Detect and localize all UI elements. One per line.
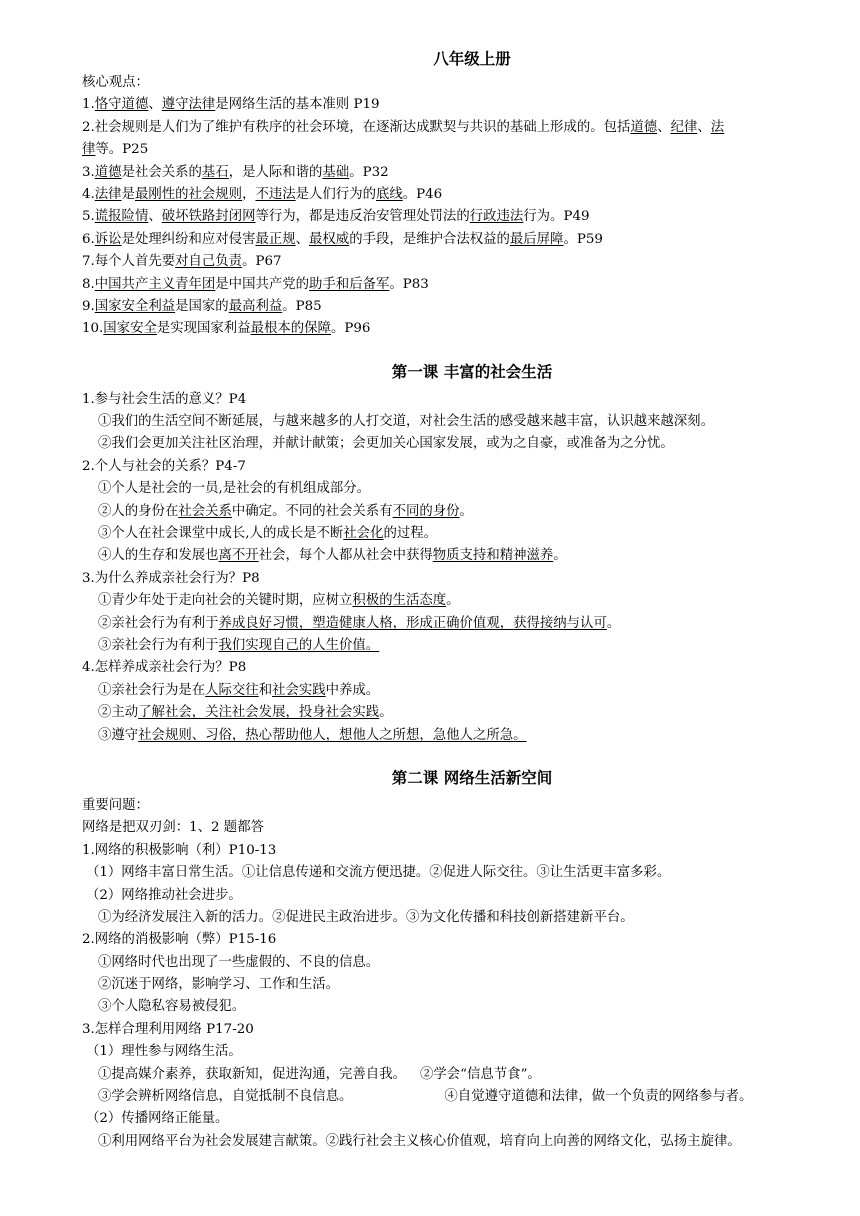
- text-segment: 1.参与社会生活的意义？P4: [82, 391, 247, 407]
- text-segment: 。P67: [242, 254, 282, 270]
- core-point-line: [82, 296, 832, 318]
- text-segment: 网络是把双刃剑：1、2 题都答: [82, 820, 264, 836]
- text-segment: ①网络时代也出现了一些虚假的、不良的信息。: [98, 954, 380, 970]
- lesson2-line: [82, 974, 832, 996]
- key-term: 最后屏障: [509, 231, 564, 247]
- lesson1-line: [82, 725, 832, 747]
- text-segment: 。P32: [349, 164, 389, 180]
- text-segment: ②亲社会行为有利于: [98, 615, 219, 631]
- lesson2-line: [82, 795, 832, 817]
- core-points-list: [82, 94, 832, 340]
- text-segment: 10.: [82, 321, 104, 337]
- lesson2-line: [82, 862, 832, 884]
- text-segment: ④人的生存和发展也: [98, 548, 219, 564]
- text-segment: ①亲社会行为是在: [98, 682, 206, 698]
- core-point-line: [82, 206, 832, 228]
- text-segment: 7.每个人首先要: [82, 254, 176, 270]
- text-segment: 是网络生活的基本准则 P19: [215, 97, 380, 113]
- lesson1-line: [82, 501, 832, 523]
- key-term: 国家安全: [103, 321, 157, 337]
- lesson2-line: [82, 1064, 832, 1086]
- lesson1-title: 第一课 丰富的社会生活: [391, 361, 553, 381]
- lesson2-line: [82, 952, 832, 974]
- text-segment: ②学会“信息节食”。: [419, 1066, 541, 1082]
- key-term: 中国共产主义青年团: [94, 276, 216, 292]
- core-point-line: [82, 274, 832, 296]
- text-segment: 等行为，都是违反治安管理处罚法的: [255, 209, 470, 225]
- text-segment: 的手段，是维护合法权益的: [349, 231, 510, 247]
- key-term: 最权威: [309, 231, 350, 247]
- text-segment: ①青少年处于走向社会的关键时期，应树立: [98, 593, 353, 609]
- text-segment: 是国家的: [175, 298, 229, 314]
- text-segment: 中养成。: [325, 682, 380, 698]
- grade-title: 八年级上册: [433, 49, 511, 68]
- text-segment: 是处理纠纷和应对侵害: [121, 231, 256, 247]
- text-segment: 、: [295, 231, 310, 247]
- key-term: 法: [710, 119, 725, 135]
- text-segment: ③遵守: [98, 727, 139, 743]
- text-segment: ③个人在社会课堂中成长,人的成长是不断: [98, 526, 344, 542]
- key-term: 基石: [201, 164, 229, 180]
- text-segment: 。P46: [402, 186, 443, 202]
- text-segment: 。: [606, 615, 621, 631]
- core-point-line: [82, 162, 832, 184]
- lesson1-line: [82, 613, 832, 635]
- text-segment: 。P83: [389, 276, 429, 292]
- key-term: 人际交往: [205, 682, 259, 698]
- lesson1-line: [82, 389, 832, 411]
- core-point-line: [82, 94, 832, 116]
- key-term: 最高利益: [228, 298, 283, 314]
- text-segment: ，是人际和谐的: [228, 164, 323, 180]
- text-segment: 。: [379, 705, 393, 721]
- lesson2-line: [82, 1019, 832, 1041]
- text-segment: 8.: [82, 276, 95, 292]
- core-point-line: [82, 139, 832, 161]
- key-term: 底线: [375, 186, 403, 202]
- text-segment: 是社会关系的: [121, 164, 202, 180]
- core-point-line: [82, 229, 832, 251]
- key-term: 谎报险情: [94, 209, 149, 225]
- text-segment: 6.: [82, 231, 95, 247]
- text-segment: ①提高媒介素养，获取新知，促进沟通，完善自我。: [98, 1066, 406, 1082]
- text-segment: ③亲社会行为有利于: [98, 637, 219, 653]
- lesson1-line: [82, 635, 832, 657]
- key-term: 社会规则、习俗，热心帮助他人，想他人之所想，急他人之所急。: [138, 727, 527, 743]
- key-term: 离不开: [218, 548, 259, 564]
- text-segment: ，: [242, 186, 256, 202]
- text-segment: ①为经济发展注入新的活力。②促进民主政治进步。③为文化传播和科技创新搭建新平台。: [98, 909, 634, 925]
- core-point-line: [82, 251, 832, 273]
- key-term: 最根本的保障: [250, 321, 331, 337]
- text-segment: 3.为什么养成亲社会行为？P8: [82, 570, 260, 586]
- key-term: 法律: [94, 186, 122, 202]
- lesson2-line: [82, 1041, 832, 1063]
- key-term: 道德: [630, 119, 658, 135]
- lesson1-line: [82, 478, 832, 500]
- text-segment: 社会，每个人都从社会中获得: [258, 548, 433, 564]
- key-term: 最正规: [255, 231, 296, 247]
- lesson2-line: [82, 907, 832, 929]
- text-segment: 。: [446, 593, 460, 609]
- text-segment: （1）网络丰富日常生活。①让信息传递和交流方便迅捷。②促进人际交往。③让生活更丰富多彩。: [86, 865, 671, 881]
- text-segment: ③学会辨析网络信息，自觉抵制不良信息。: [98, 1089, 353, 1105]
- key-term: 国家安全利益: [94, 298, 176, 314]
- key-term: 道德: [94, 164, 122, 180]
- key-term: 破坏铁路封闭网: [161, 209, 256, 225]
- text-segment: ②我们会更加关注社区治理，并献计献策；会更加关心国家发展，或为之自豪，或准备为之分忧。: [98, 436, 674, 452]
- key-term: 社会实践: [272, 682, 326, 698]
- lesson2-line: [82, 885, 832, 907]
- text-segment: 行为。P49: [523, 209, 590, 225]
- key-term: 最刚性的社会规则: [134, 186, 243, 202]
- key-term: 对自己负责: [175, 254, 243, 270]
- text-segment: 。: [459, 503, 473, 519]
- key-term: 诉讼: [94, 231, 122, 247]
- lesson1-line: [82, 545, 832, 567]
- text-segment: 1.: [82, 97, 95, 113]
- key-term: 社会关系: [178, 503, 232, 519]
- text-segment: 和: [258, 682, 273, 698]
- lesson2-content: [82, 795, 832, 1153]
- lesson1-line: [82, 680, 832, 702]
- text-segment: （2）传播网络正能量。: [86, 1111, 229, 1127]
- key-term: 我们实现自己的人生价值。: [218, 637, 380, 653]
- text-segment: 9.: [82, 298, 95, 314]
- lesson2-line: [82, 1131, 832, 1153]
- text-segment: 是人们行为的: [295, 186, 376, 202]
- text-segment: ①个人是社会的一员,是社会的有机组成部分。: [98, 481, 371, 497]
- key-term: 行政违法: [469, 209, 524, 225]
- text-segment: 、: [148, 97, 162, 113]
- lesson1-content: [82, 389, 832, 747]
- key-term: 不同的身份: [392, 503, 460, 519]
- text-segment: ②沉迷于网络，影响学习、工作和生活。: [98, 977, 340, 993]
- key-term: 养成良好习惯，塑造健康人格，形成正确价值观，获得接纳与认可: [218, 615, 607, 631]
- text-segment: 4.怎样养成亲社会行为？P8: [82, 660, 247, 676]
- text-segment: 、: [697, 119, 711, 135]
- lesson1-line: [82, 411, 832, 433]
- key-term: 社会化: [343, 526, 384, 542]
- lesson1-line: [82, 433, 832, 455]
- text-segment: 2.网络的消极影响（弊）P15-16: [82, 932, 277, 948]
- text-segment: 3.怎样合理利用网络 P17-20: [82, 1021, 254, 1037]
- lesson1-line: [82, 590, 832, 612]
- text-segment: 。: [553, 548, 567, 564]
- text-segment: 。P85: [282, 298, 322, 314]
- text-segment: 的过程。: [383, 526, 438, 542]
- lesson2-line: [82, 929, 832, 951]
- text-segment: 。P59: [563, 231, 603, 247]
- key-term: 积极的生活态度: [352, 593, 447, 609]
- lesson1-line: [82, 456, 832, 478]
- lesson2-line: [82, 1108, 832, 1130]
- document-page: [82, 48, 832, 1153]
- core-heading: 核心观点：: [82, 75, 149, 90]
- key-term: 不违法: [255, 186, 296, 202]
- text-segment: 4.: [82, 186, 95, 202]
- key-term: 遵守法律: [161, 97, 216, 113]
- lesson1-line: [82, 702, 832, 724]
- text-segment: ③个人隐私容易被侵犯。: [98, 999, 246, 1015]
- text-segment: 中确定。不同的社会关系有: [231, 503, 393, 519]
- text-segment: 、: [657, 119, 671, 135]
- text-segment: 重要问题：: [82, 797, 149, 813]
- text-segment: 1.网络的积极影响（利）P10-13: [82, 842, 277, 858]
- lesson2-title: 第二课 网络生活新空间: [391, 767, 553, 787]
- text-segment: 。P96: [330, 321, 371, 337]
- text-segment: 5.: [82, 209, 95, 225]
- text-segment: 是实现国家利益: [156, 321, 251, 337]
- lesson2-line: [82, 996, 832, 1018]
- text-segment: 2.社会规则是人们为了维护有秩序的社会环境，在逐渐达成默契与共识的基础上形成的。包括: [82, 119, 631, 135]
- text-segment: ②主动: [98, 705, 139, 721]
- text-segment: 2.个人与社会的关系？P4-7: [82, 458, 246, 474]
- key-term: 律: [82, 142, 96, 158]
- lesson1-line: [82, 568, 832, 590]
- lesson2-line: [82, 817, 832, 839]
- text-segment: 、: [148, 209, 162, 225]
- key-term: 助手和后备军: [309, 276, 390, 292]
- lesson1-line: [82, 657, 832, 679]
- text-segment: （2）网络推动社会进步。: [86, 887, 242, 903]
- key-term: 恪守道德: [94, 97, 149, 113]
- text-segment: 是中国共产党的: [215, 276, 310, 292]
- core-point-line: [82, 117, 832, 139]
- text-segment: ④自觉遵守道德和法律，做一个负责的网络参与者。: [444, 1089, 753, 1105]
- text-segment: 3.: [82, 164, 95, 180]
- text-segment: ①我们的生活空间不断延展，与越来越多的人打交道，对社会生活的感受越来越丰富，认识越来越深刻。: [98, 414, 714, 430]
- lesson2-line: [82, 1086, 832, 1108]
- key-term: 纪律: [670, 119, 698, 135]
- key-term: 基础: [322, 164, 350, 180]
- key-term: 物质支持和精神滋养: [432, 548, 554, 564]
- core-point-line: [82, 184, 832, 206]
- lesson2-line: [82, 840, 832, 862]
- key-term: 了解社会，关注社会发展，投身社会实践: [138, 705, 380, 721]
- text-segment: （1）理性参与网络生活。: [86, 1044, 242, 1060]
- text-segment: 等。P25: [95, 142, 149, 158]
- lesson1-line: [82, 523, 832, 545]
- text-segment: ②人的身份在: [98, 503, 179, 519]
- text-segment: ①利用网络平台为社会发展建言献策。②践行社会主义核心价值观，培育向上向善的网络文化，弘扬主旋律。: [98, 1133, 741, 1149]
- text-segment: 是: [121, 186, 135, 202]
- core-point-line: [82, 318, 832, 340]
